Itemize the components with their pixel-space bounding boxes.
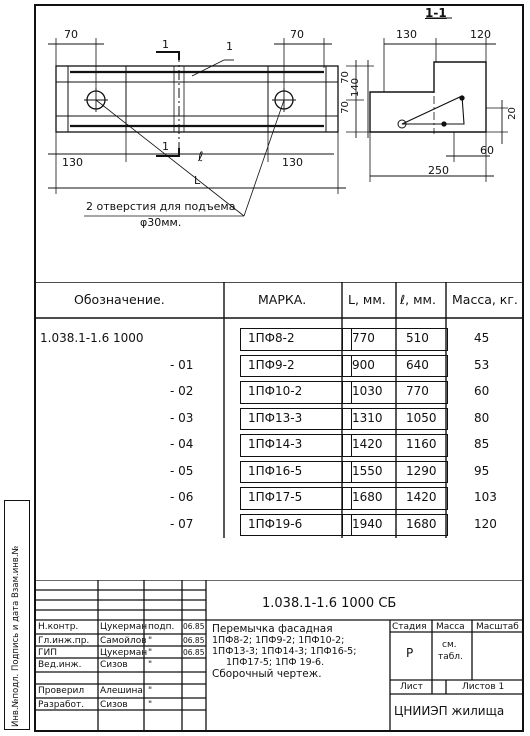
sign-cell: " <box>148 700 153 710</box>
dims-box <box>342 381 448 404</box>
role-cell: Разработ. <box>38 700 85 710</box>
dim-mid: ℓ <box>198 150 204 165</box>
dim-total: L <box>194 174 201 187</box>
title-block <box>36 580 522 730</box>
stage-value: Р <box>406 646 414 660</box>
dim-70a: 70 <box>339 101 351 114</box>
mark-box <box>240 381 352 404</box>
spec-table <box>36 282 522 538</box>
date-cell: 06.85 <box>183 648 205 657</box>
title-line-4: 1ПФ17-5; 1ПФ 19-6. <box>226 657 325 668</box>
length-cell: 1680 <box>352 490 383 504</box>
sign-cell: " <box>148 636 153 646</box>
length-cell: 1030 <box>352 384 383 398</box>
span-cell: 1050 <box>406 410 437 425</box>
mark-cell: 1ПФ19-6 <box>248 516 303 531</box>
section-mark-b: 1 <box>162 140 169 153</box>
side-stamp-text: Инв.№подл. Подпись и дата Взам.инв.№ <box>11 545 21 727</box>
designation-cell: - 05 <box>170 463 194 478</box>
sign-cell: " <box>148 648 153 658</box>
mark-cell: 1ПФ17-5 <box>248 490 303 504</box>
dims-box <box>342 355 448 378</box>
title-line-5: Сборочный чертеж. <box>212 668 322 680</box>
designation-cell: - 02 <box>170 384 194 398</box>
sheets-label: Листов 1 <box>462 682 505 692</box>
title-line-1: Перемычка фасадная <box>212 623 333 635</box>
date-cell: 06.85 <box>183 636 205 645</box>
dims-box <box>342 461 448 484</box>
span-cell: 1290 <box>406 463 437 478</box>
mark-box <box>240 328 352 351</box>
length-cell: 1550 <box>352 463 383 478</box>
sec-dim-top-right: 120 <box>470 28 491 41</box>
length-cell: 900 <box>352 357 375 372</box>
date-cell: 06.85 <box>183 622 205 631</box>
col-header-designation: Обозначение. <box>74 292 165 307</box>
col-scale: Масштаб <box>476 622 519 632</box>
span-cell: 770 <box>406 384 429 398</box>
role-cell: ГИП <box>38 648 57 658</box>
note-line-1: 2 отверстия для подъема <box>86 200 236 213</box>
doc-code: 1.038.1-1.6 1000 СБ <box>262 596 397 611</box>
mass-cell: 45 <box>474 331 490 345</box>
designation-cell: - 01 <box>170 357 194 372</box>
role-cell: Н.контр. <box>38 622 79 632</box>
mass-value-2: табл. <box>438 652 463 662</box>
mark-cell: 1ПФ14-3 <box>248 437 303 451</box>
mark-cell: 1ПФ10-2 <box>248 384 303 398</box>
designation-cell: - 04 <box>170 437 194 451</box>
mass-cell: 80 <box>474 410 490 425</box>
sheet-label: Лист <box>400 682 423 692</box>
beam-plan-outline <box>56 66 338 132</box>
col-header-l: ℓ, мм. <box>400 292 436 307</box>
sign-cell: " <box>148 660 153 670</box>
sec-dim-right: 20 <box>506 107 518 120</box>
mass-cell: 60 <box>474 384 490 398</box>
note-line-2: φ30мм. <box>140 216 182 229</box>
dims-box <box>342 328 448 351</box>
dim-left-top: 70 <box>64 28 78 41</box>
section-mark-a: 1 <box>162 38 169 51</box>
length-cell: 1420 <box>352 437 383 451</box>
dims-box <box>342 434 448 457</box>
name-cell: Сизов <box>100 660 128 670</box>
sheet-number: 1-1 <box>425 6 447 20</box>
mark-cell: 1ПФ8-2 <box>248 331 295 345</box>
mark-box <box>240 514 352 537</box>
designation-cell: - 07 <box>170 516 194 531</box>
span-cell: 1160 <box>406 437 437 451</box>
dim-140: 140 <box>350 77 362 98</box>
sign-cell: подп. <box>148 622 175 632</box>
mark-box <box>240 408 352 431</box>
span-cell: 1680 <box>406 516 437 531</box>
title-line-2: 1ПФ8-2; 1ПФ9-2; 1ПФ10-2; <box>212 635 345 646</box>
name-cell: Цукерман <box>100 648 148 658</box>
section-outline <box>370 62 486 132</box>
mark-box <box>240 461 352 484</box>
item-mark: 1 <box>226 40 233 53</box>
designation-cell: 1.038.1-1.6 1000 <box>40 331 144 345</box>
drawing-area <box>34 4 524 284</box>
length-cell: 770 <box>352 331 375 345</box>
mark-cell: 1ПФ13-3 <box>248 410 303 425</box>
sign-cell: " <box>148 686 153 696</box>
mass-cell: 103 <box>474 490 497 504</box>
mark-box <box>240 355 352 378</box>
sec-dim-bottom-a: 60 <box>480 144 494 157</box>
dims-box <box>342 487 448 510</box>
span-cell: 1420 <box>406 490 437 504</box>
mass-cell: 95 <box>474 463 490 478</box>
sec-dim-top-left: 130 <box>396 28 417 41</box>
dim-left-bottom: 130 <box>62 156 83 169</box>
mark-box <box>240 487 352 510</box>
name-cell: Сизов <box>100 700 128 710</box>
mass-cell: 53 <box>474 357 490 372</box>
col-header-mass: Масса, кг. <box>452 292 518 307</box>
col-stage: Стадия <box>392 622 427 632</box>
length-cell: 1310 <box>352 410 383 425</box>
dim-right-bottom: 130 <box>282 156 303 169</box>
dims-box <box>342 514 448 537</box>
sec-dim-bottom-total: 250 <box>428 164 449 177</box>
mark-box <box>240 434 352 457</box>
span-cell: 640 <box>406 357 429 372</box>
col-header-mark: МАРКА. <box>258 292 307 307</box>
name-cell: Алешина <box>100 686 143 696</box>
side-stamp <box>4 500 30 730</box>
span-cell: 510 <box>406 331 429 345</box>
col-mass: Масса <box>436 622 465 632</box>
col-header-L: L, мм. <box>348 292 386 307</box>
role-cell: Вед.инж. <box>38 660 82 670</box>
mark-cell: 1ПФ9-2 <box>248 357 295 372</box>
designation-cell: - 06 <box>170 490 194 504</box>
name-cell: Цукерман <box>100 622 148 632</box>
length-cell: 1940 <box>352 516 383 531</box>
mark-cell: 1ПФ16-5 <box>248 463 303 478</box>
dims-box <box>342 408 448 431</box>
mass-cell: 120 <box>474 516 497 531</box>
role-cell: Проверил <box>38 686 85 696</box>
dim-70b: 70 <box>339 71 351 84</box>
mass-value-1: см. <box>442 640 457 650</box>
mass-cell: 85 <box>474 437 490 451</box>
role-cell: Гл.инж.пр. <box>38 636 90 646</box>
title-line-3: 1ПФ13-3; 1ПФ14-3; 1ПФ16-5; <box>212 646 357 657</box>
designation-cell: - 03 <box>170 410 194 425</box>
name-cell: Самойлов <box>100 636 147 646</box>
dim-right-top: 70 <box>290 28 304 41</box>
organization: ЦНИИЭП жилища <box>394 704 505 718</box>
